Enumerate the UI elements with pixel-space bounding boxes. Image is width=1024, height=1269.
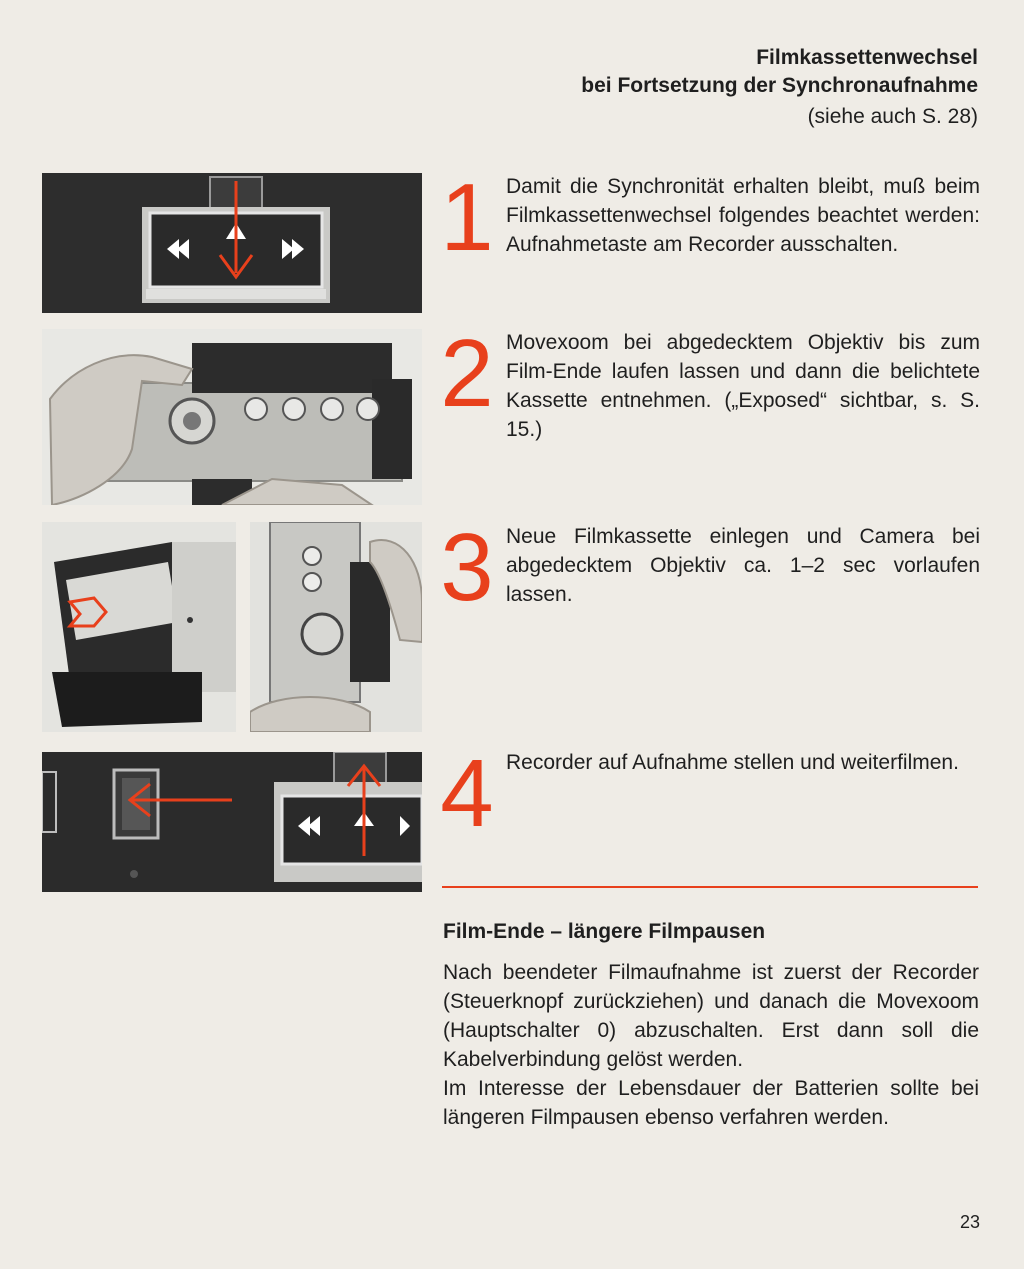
step-number-3: 3: [440, 514, 494, 621]
photo-recorder-buttons-step1: [42, 173, 422, 313]
section-title: Film-Ende – längere Filmpausen: [443, 920, 766, 943]
reference-note: (siehe auch S. 28): [807, 105, 978, 128]
step-text-2: Movexoom bei abgedecktem Objektiv bis zum Film-Ende laufen lassen und dann die belichtete Kassette entnehmen. („Exposed“ sichtbar, s. S. 15.): [506, 331, 980, 441]
step-number-1: 1: [440, 164, 494, 271]
section-divider: [442, 886, 978, 888]
photo-camera-in-hand-step2: [42, 329, 422, 505]
title-line-2: bei Fortsetzung der Synchronaufnahme: [581, 74, 978, 97]
section-paragraph-2: Im Interesse der Lebensdauer der Batterien sollte bei längeren Filmpausen ebenso verfahren werden.: [443, 1077, 979, 1129]
step-number-4: 4: [440, 740, 494, 847]
photo-film-cassette-step3: [42, 522, 236, 732]
section-body: [443, 958, 979, 1132]
photo-camera-side-step3: [250, 522, 422, 732]
section-paragraph-1: Nach beendeter Filmaufnahme ist zuerst der Recorder (Steuerknopf zurückziehen) und danach die Movexoom (Hauptschalter 0) abzuschalten. Erst dann soll die Kabelverbindung gelöst werden.: [443, 961, 979, 1071]
title-line-1: Filmkassettenwechsel: [756, 46, 978, 69]
step-text-4: Recorder auf Aufnahme stellen und weiterfilmen.: [506, 751, 959, 774]
page-header: [581, 44, 978, 132]
photo-recorder-record-step4: [42, 752, 422, 892]
step-number-2: 2: [440, 320, 494, 427]
step-text-1: Damit die Synchronität erhalten bleibt, muß beim Filmkassettenwechsel folgendes beachtet werden: Aufnahmetaste am Recorder ausschalten.: [506, 175, 980, 256]
page-number: 23: [959, 1212, 980, 1232]
step-text-3: Neue Filmkassette einlegen und Camera bei abgedecktem Objektiv ca. 1–2 sec vorlaufen lassen.: [506, 525, 980, 606]
